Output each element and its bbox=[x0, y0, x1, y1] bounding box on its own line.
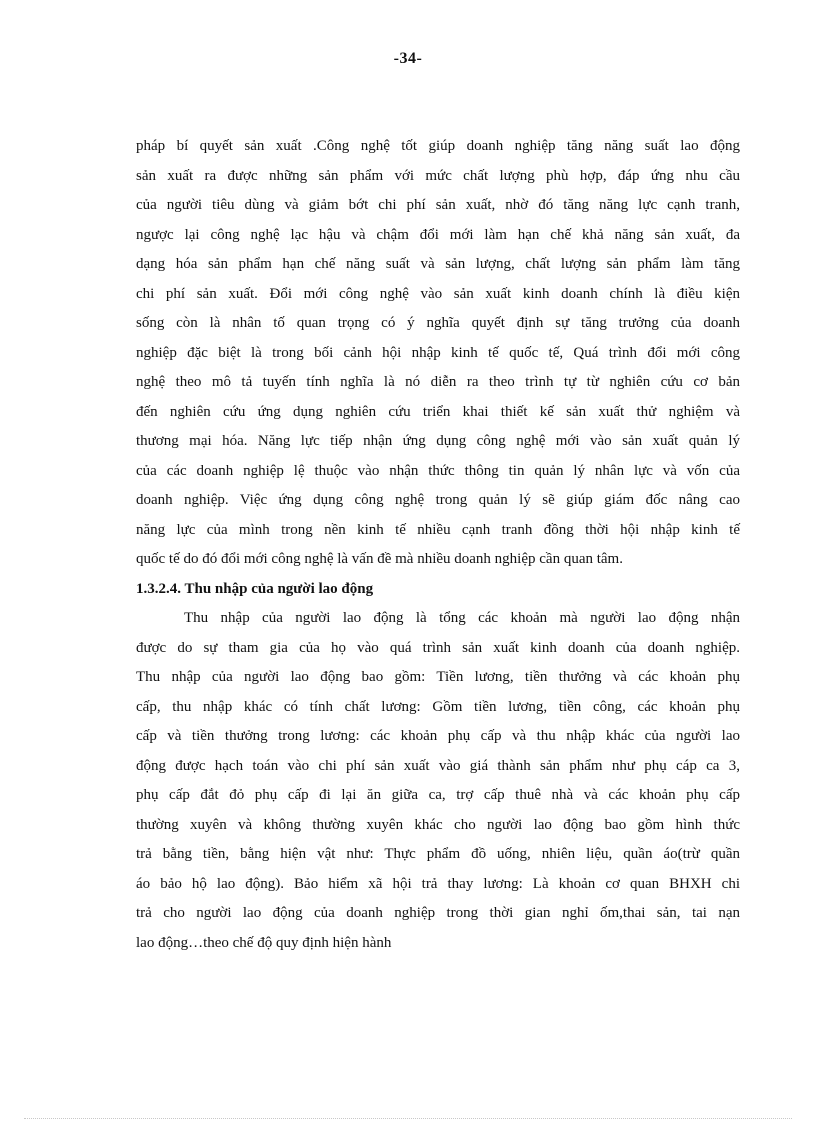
paragraph-income bbox=[136, 604, 740, 958]
text-line: doanh nghiệp. Việc ứng dụng công nghệ trong quản lý sẽ giúp giám đốc nâng cao bbox=[136, 492, 740, 508]
text-line: quốc tế do đó đổi mới công nghệ là vấn đề mà nhiều doanh nghiệp cần quan tâm. bbox=[136, 551, 623, 567]
document-body bbox=[136, 132, 740, 958]
text-line: đến nghiên cứu ứng dụng nghiên cứu triển khai thiết kế sản xuất thử nghiệm và bbox=[136, 403, 740, 420]
text-line: Thu nhập của người lao động bao gồm: Tiền lương, tiền thưởng và các khoản phụ bbox=[136, 669, 740, 685]
text-line: động được hạch toán vào chi phí sản xuất vào giá thành sản phẩm như phụ cáp ca 3, bbox=[136, 757, 740, 774]
page-number: -34- bbox=[393, 50, 423, 67]
text-line: nghiệp đặc biệt là trong bối cảnh hội nhập kinh tế quốc tế, Quá trình đổi mới công bbox=[136, 344, 740, 361]
text-line: trả cho người lao động của doanh nghiệp trong thời gian nghỉ ốm,thai sản, tai nạn bbox=[136, 905, 740, 921]
section-heading: 1.3.2.4. Thu nhập của người lao động bbox=[136, 580, 374, 597]
text-line: năng lực của mình trong nền kinh tế nhiều cạnh tranh đồng thời hội nhập kinh tế bbox=[136, 521, 740, 538]
text-line: của người tiêu dùng và giảm bớt chi phí sản xuất, nhờ đó tăng năng lực cạnh tranh, bbox=[136, 197, 740, 213]
text-line: áo bảo hộ lao động). Bảo hiểm xã hội trả thay lương: Là khoản cơ quan BHXH chi bbox=[136, 875, 740, 892]
text-line: thương mại hóa. Năng lực tiếp nhận ứng dụng công nghệ mới vào sản xuất quản lý bbox=[136, 433, 740, 449]
text-line: phụ cấp đắt đỏ phụ cấp đi lại ăn giữa ca, trợ cấp thuê nhà và các khoản phụ cấp bbox=[136, 787, 740, 803]
text-line: thường xuyên và không thường xuyên khác cho người lao động bao gồm hình thức bbox=[136, 816, 740, 833]
text-line: Thu nhập của người lao động là tổng các khoản mà người lao động nhận bbox=[184, 610, 740, 626]
text-line: được do sự tham gia của họ vào quá trình sản xuất kinh doanh của doanh nghiệp. bbox=[136, 639, 740, 656]
text-line: chi phí sản xuất. Đổi mới công nghệ vào sản xuất kinh doanh chính là điều kiện bbox=[136, 285, 740, 302]
text-line: của các doanh nghiệp lệ thuộc vào nhận thức thông tin quản lý nhân lực và vốn của bbox=[136, 462, 740, 479]
paragraph-technology bbox=[136, 132, 740, 575]
text-line: sống còn là nhân tố quan trọng có ý nghĩa quyết định sự tăng trưởng của doanh bbox=[136, 315, 740, 331]
text-line: trả bằng tiền, bằng hiện vật như: Thực phẩm đồ uống, nhiên liệu, quần áo(trừ quần bbox=[136, 846, 740, 862]
text-line: dạng hóa sản phẩm hạn chế năng suất và sản lượng, chất lượng sản phẩm làm tăng bbox=[136, 256, 740, 272]
text-line: ngược lại công nghệ lạc hậu và chậm đổi mới làm hạn chế khả năng sản xuất, đa bbox=[136, 226, 740, 243]
text-line: sản xuất ra được những sản phẩm với mức chất lượng phù hợp, đáp ứng nhu cầu bbox=[136, 167, 740, 184]
page-bottom-divider bbox=[24, 1118, 792, 1119]
text-line: cấp và tiền thưởng trong lương: các khoản phụ cấp và thu nhập khác của người lao bbox=[136, 728, 740, 744]
text-line: lao động…theo chế độ quy định hiện hành bbox=[136, 934, 392, 951]
text-line: nghệ theo mô tả tuyến tính nghĩa là nó diễn ra theo trình tự từ nghiên cứu cơ bản bbox=[136, 374, 740, 390]
text-line: pháp bí quyết sản xuất .Công nghệ tốt giúp doanh nghiệp tăng năng suất lao động bbox=[136, 138, 740, 154]
text-line: cấp, thu nhập khác có tính chất lương: Gồm tiền lương, tiền công, các khoản phụ bbox=[136, 698, 740, 715]
